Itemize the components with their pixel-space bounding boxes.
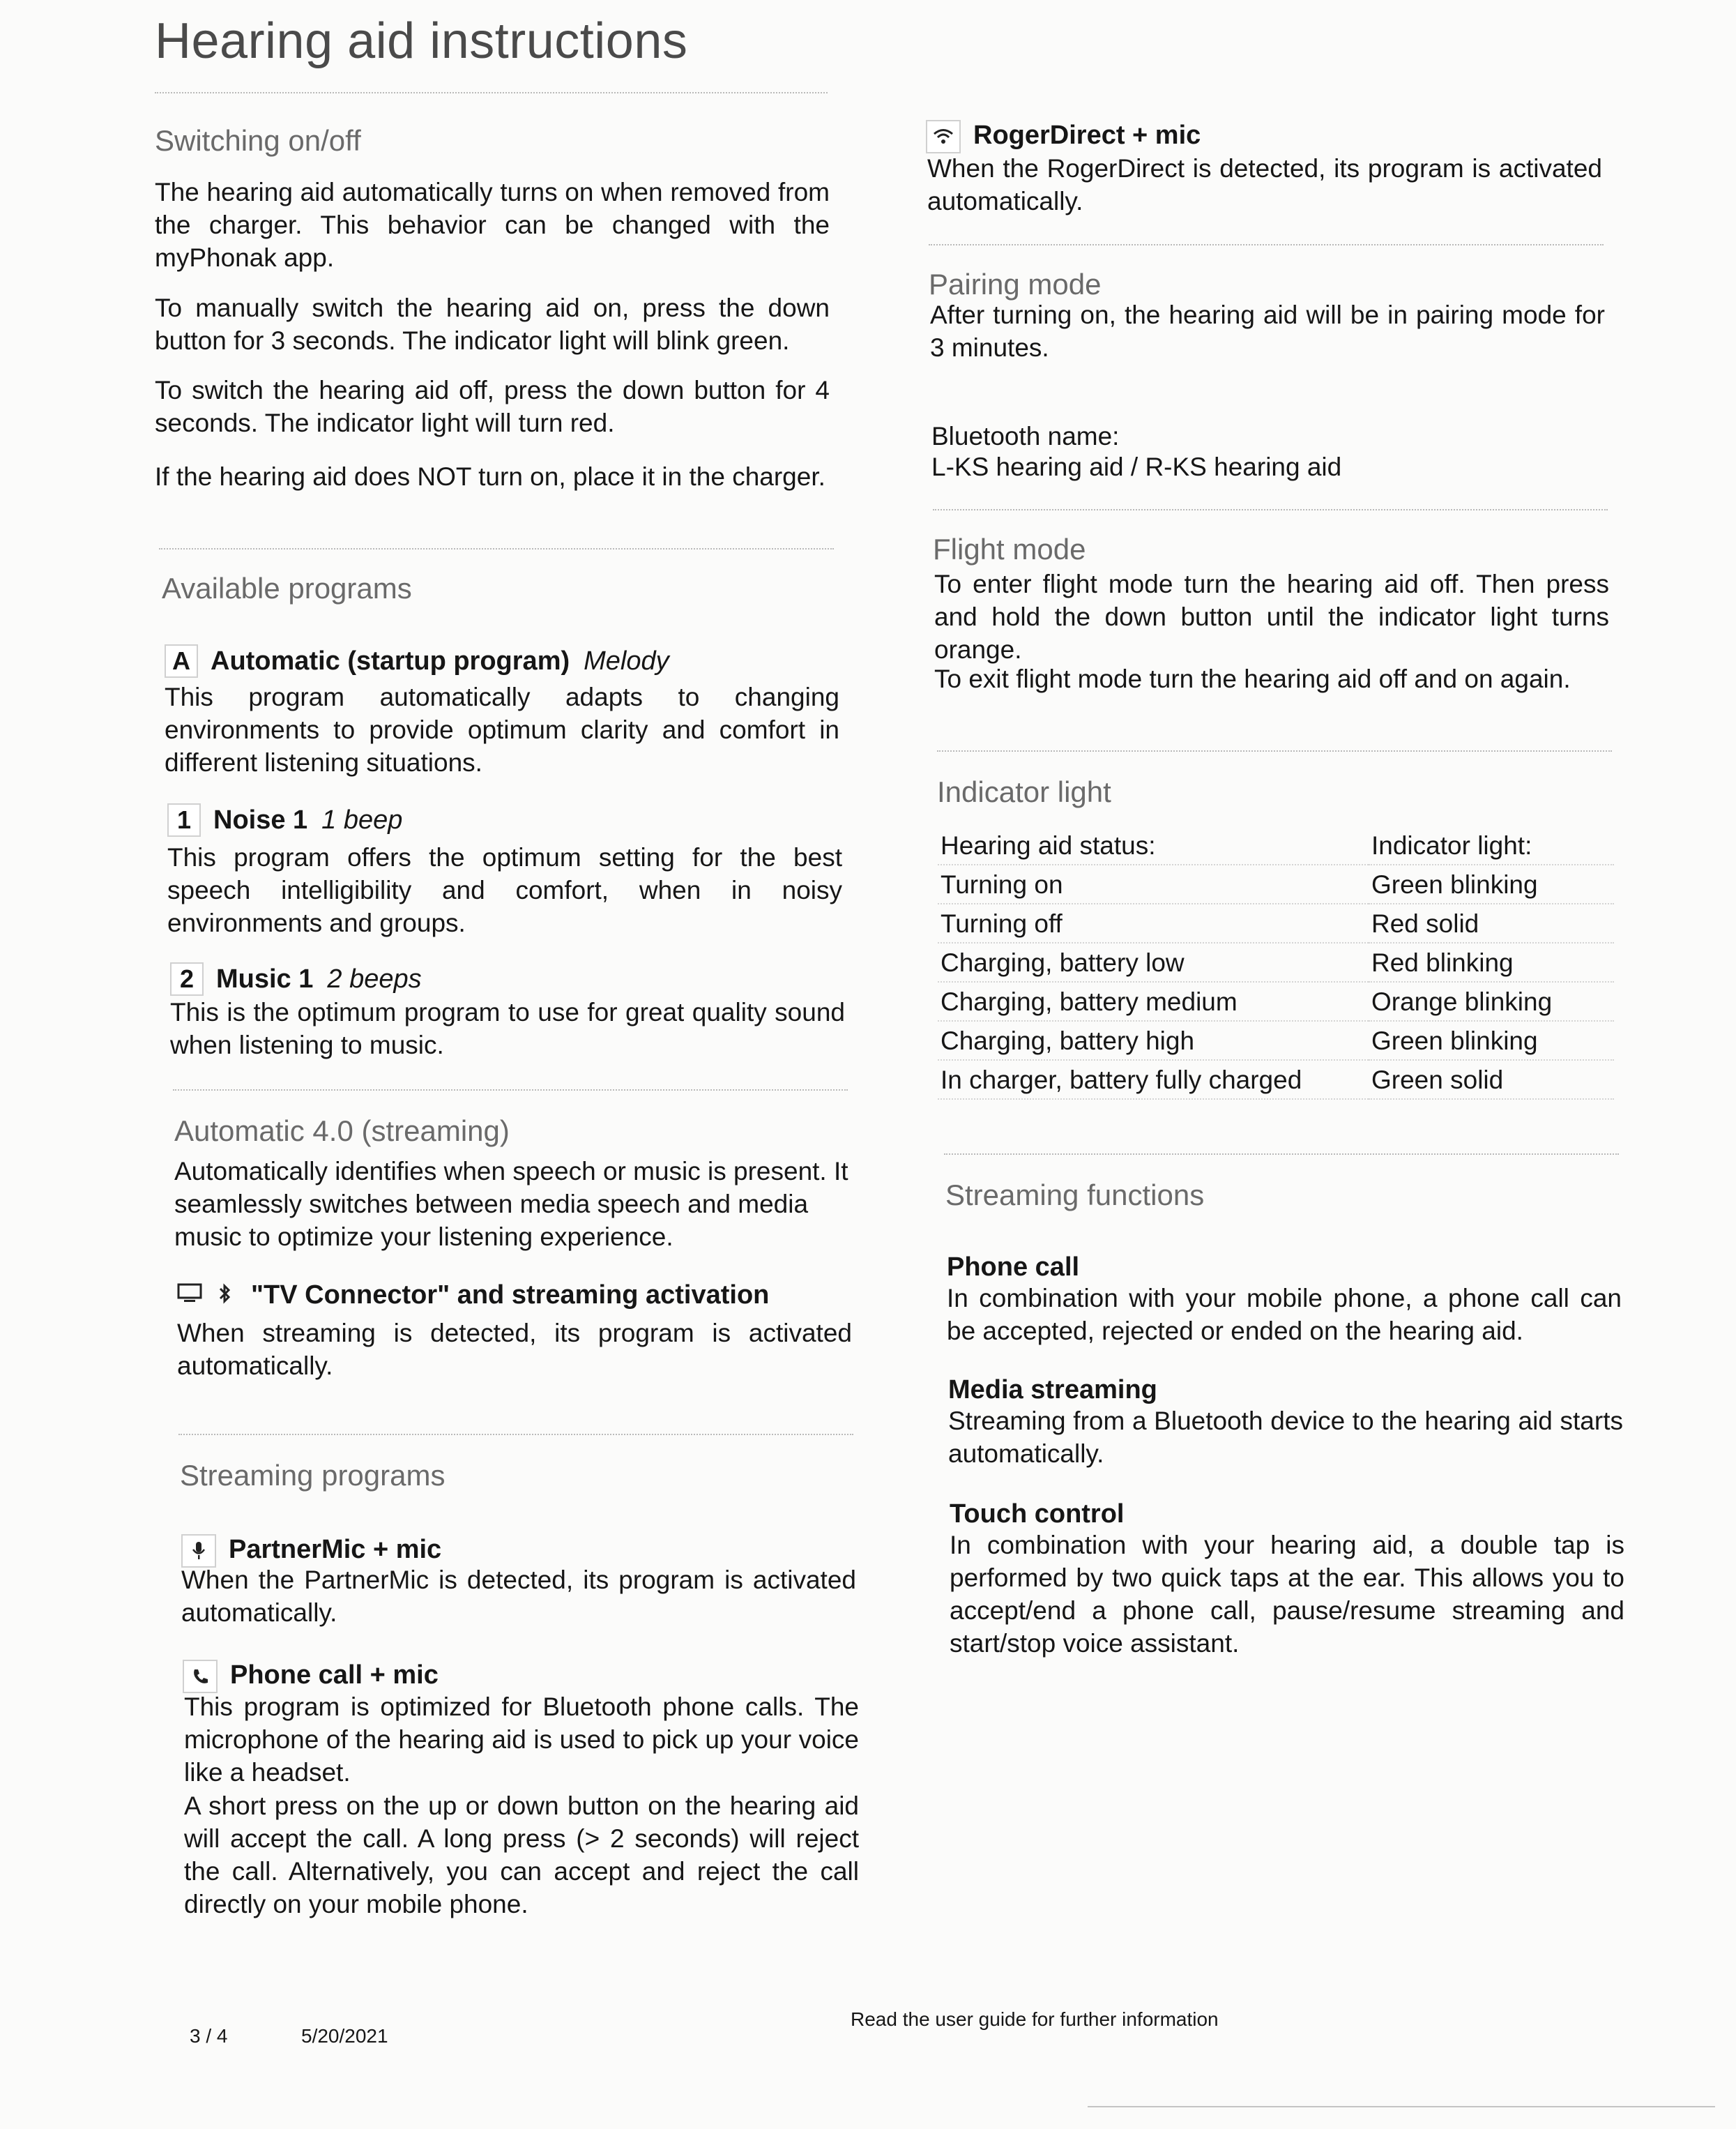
switching-paragraph-3: To switch the hearing aid off, press the down button for 4 seconds. The indicator light will turn red. xyxy=(155,376,830,437)
tv-connector-heading xyxy=(177,1280,769,1311)
divider xyxy=(178,1434,853,1435)
rogerdirect-text: When the RogerDirect is detected, its program is activated automatically. xyxy=(927,154,1602,215)
pairing-text: After turning on, the hearing aid will be in pairing mode for 3 minutes. xyxy=(930,301,1605,362)
program-tag: 1 beep xyxy=(321,805,403,835)
flight-text-1: To enter flight mode turn the hearing aid off. Then press and hold the down button until the indicator light turns orange. xyxy=(934,570,1609,664)
microphone-icon xyxy=(181,1534,216,1568)
program-noise-text: This program offers the optimum setting for the best speech intelligibility and comfort, when in noisy environments and groups. xyxy=(167,843,842,937)
media-streaming-text: Streaming from a Bluetooth device to the hearing aid starts automatically. xyxy=(948,1407,1623,1468)
phone-call-mic-heading xyxy=(183,1660,439,1693)
page-number: 3 / 4 xyxy=(190,2025,228,2047)
section-heading-streaming-programs: Streaming programs xyxy=(180,1459,446,1492)
divider xyxy=(929,244,1604,245)
table-row xyxy=(938,982,1614,1021)
switching-paragraph-1: The hearing aid automatically turns on when removed from the charger. This behavior can be changed with the myPhonak app. xyxy=(155,178,830,272)
divider xyxy=(1088,2106,1715,2107)
light-cell: Green blinking xyxy=(1369,865,1614,904)
status-cell: Charging, battery medium xyxy=(938,982,1369,1021)
program-name: Automatic (startup program) xyxy=(211,646,570,676)
divider xyxy=(159,548,834,550)
phone-call-heading: Phone call xyxy=(947,1252,1080,1282)
divider xyxy=(933,509,1608,510)
table-row xyxy=(938,865,1614,904)
tv-connector-name: "TV Connector" and streaming activation xyxy=(251,1280,770,1310)
status-cell: In charger, battery fully charged xyxy=(938,1060,1369,1099)
program-music-heading xyxy=(170,962,422,996)
tv-icon xyxy=(177,1281,202,1311)
phone-icon xyxy=(183,1660,218,1693)
automatic-40-text: Automatically identifies when speech or music is present. It seamlessly switches between media speech and media music to optimize your listening experience. xyxy=(174,1157,848,1251)
section-heading-pairing-mode: Pairing mode xyxy=(929,268,1102,301)
table-header-row xyxy=(938,826,1614,865)
program-badge: 2 xyxy=(170,962,204,996)
light-cell: Red solid xyxy=(1369,904,1614,943)
program-automatic-heading xyxy=(165,644,669,678)
divider xyxy=(173,1089,848,1091)
column-header-light: Indicator light: xyxy=(1369,826,1614,865)
program-music-text: This is the optimum program to use for great quality sound when listening to music. xyxy=(170,998,845,1059)
footer-date: 5/20/2021 xyxy=(301,2025,388,2047)
partnermic-name: PartnerMic + mic xyxy=(229,1535,442,1565)
bluetooth-name-label: Bluetooth name: xyxy=(931,422,1120,450)
section-heading-flight-mode: Flight mode xyxy=(933,533,1086,566)
phone-call-mic-text-2: A short press on the up or down button on the hearing aid will accept the call. A long press (> 2 seconds) will reject the call. Alternatively, you can accept and reject the call directly on your mobile phone. xyxy=(184,1791,859,1918)
table-row xyxy=(938,943,1614,982)
status-cell: Charging, battery high xyxy=(938,1021,1369,1060)
page-title: Hearing aid instructions xyxy=(155,13,688,69)
phone-call-text: In combination with your mobile phone, a phone call can be accepted, rejected or ended on the hearing aid. xyxy=(947,1284,1622,1345)
program-noise-heading xyxy=(167,803,402,837)
program-badge: A xyxy=(165,644,198,678)
wifi-icon xyxy=(926,120,961,153)
program-badge: 1 xyxy=(167,803,201,837)
phone-call-mic-text-1: This program is optimized for Bluetooth phone calls. The microphone of the hearing aid is used to pick up your voice like a headset. xyxy=(184,1692,859,1787)
partnermic-heading xyxy=(181,1534,441,1568)
flight-text-2: To exit flight mode turn the hearing aid off and on again. xyxy=(934,665,1571,693)
table-row xyxy=(938,904,1614,943)
status-cell: Turning off xyxy=(938,904,1369,943)
table-row xyxy=(938,1021,1614,1060)
bluetooth-icon xyxy=(218,1281,231,1311)
status-cell: Turning on xyxy=(938,865,1369,904)
footer-note: Read the user guide for further information xyxy=(851,2008,1219,2030)
light-cell: Green solid xyxy=(1369,1060,1614,1099)
table-row xyxy=(938,1060,1614,1099)
rogerdirect-heading xyxy=(926,120,1201,153)
program-tag: 2 beeps xyxy=(327,964,422,994)
section-heading-streaming-functions: Streaming functions xyxy=(945,1179,1205,1211)
column-header-status: Hearing aid status: xyxy=(938,826,1369,865)
switching-paragraph-4: If the hearing aid does NOT turn on, place it in the charger. xyxy=(155,462,825,491)
section-heading-switching: Switching on/off xyxy=(155,124,361,157)
rogerdirect-name: RogerDirect + mic xyxy=(973,121,1201,151)
section-heading-available-programs: Available programs xyxy=(162,572,412,605)
section-heading-automatic-40: Automatic 4.0 (streaming) xyxy=(174,1114,510,1147)
switching-paragraph-2: To manually switch the hearing aid on, press the down button for 3 seconds. The indicator light will blink green. xyxy=(155,294,830,355)
bluetooth-name-value: L-KS hearing aid / R-KS hearing aid xyxy=(931,453,1342,481)
indicator-light-table xyxy=(938,826,1614,1100)
light-cell: Red blinking xyxy=(1369,943,1614,982)
touch-control-text: In combination with your hearing aid, a double tap is performed by two quick taps at the ear. This allows you to accept/end a phone call, pause/resume streaming and start/stop voice assistant. xyxy=(950,1531,1624,1658)
program-name: Noise 1 xyxy=(213,805,308,835)
touch-control-heading: Touch control xyxy=(950,1499,1125,1529)
phone-call-mic-name: Phone call + mic xyxy=(230,1660,439,1690)
program-automatic-text: This program automatically adapts to changing environments to provide optimum clarity and comfort in different listening situations. xyxy=(165,683,839,777)
program-name: Music 1 xyxy=(216,964,314,994)
media-streaming-heading: Media streaming xyxy=(948,1375,1157,1404)
divider xyxy=(937,750,1612,752)
divider xyxy=(155,92,828,93)
partnermic-text: When the PartnerMic is detected, its program is activated automatically. xyxy=(181,1566,856,1627)
section-heading-indicator-light: Indicator light xyxy=(937,775,1111,808)
light-cell: Green blinking xyxy=(1369,1021,1614,1060)
light-cell: Orange blinking xyxy=(1369,982,1614,1021)
program-tag: Melody xyxy=(584,646,669,676)
status-cell: Charging, battery low xyxy=(938,943,1369,982)
divider xyxy=(944,1153,1619,1155)
tv-connector-text: When streaming is detected, its program is activated automatically. xyxy=(177,1319,852,1380)
